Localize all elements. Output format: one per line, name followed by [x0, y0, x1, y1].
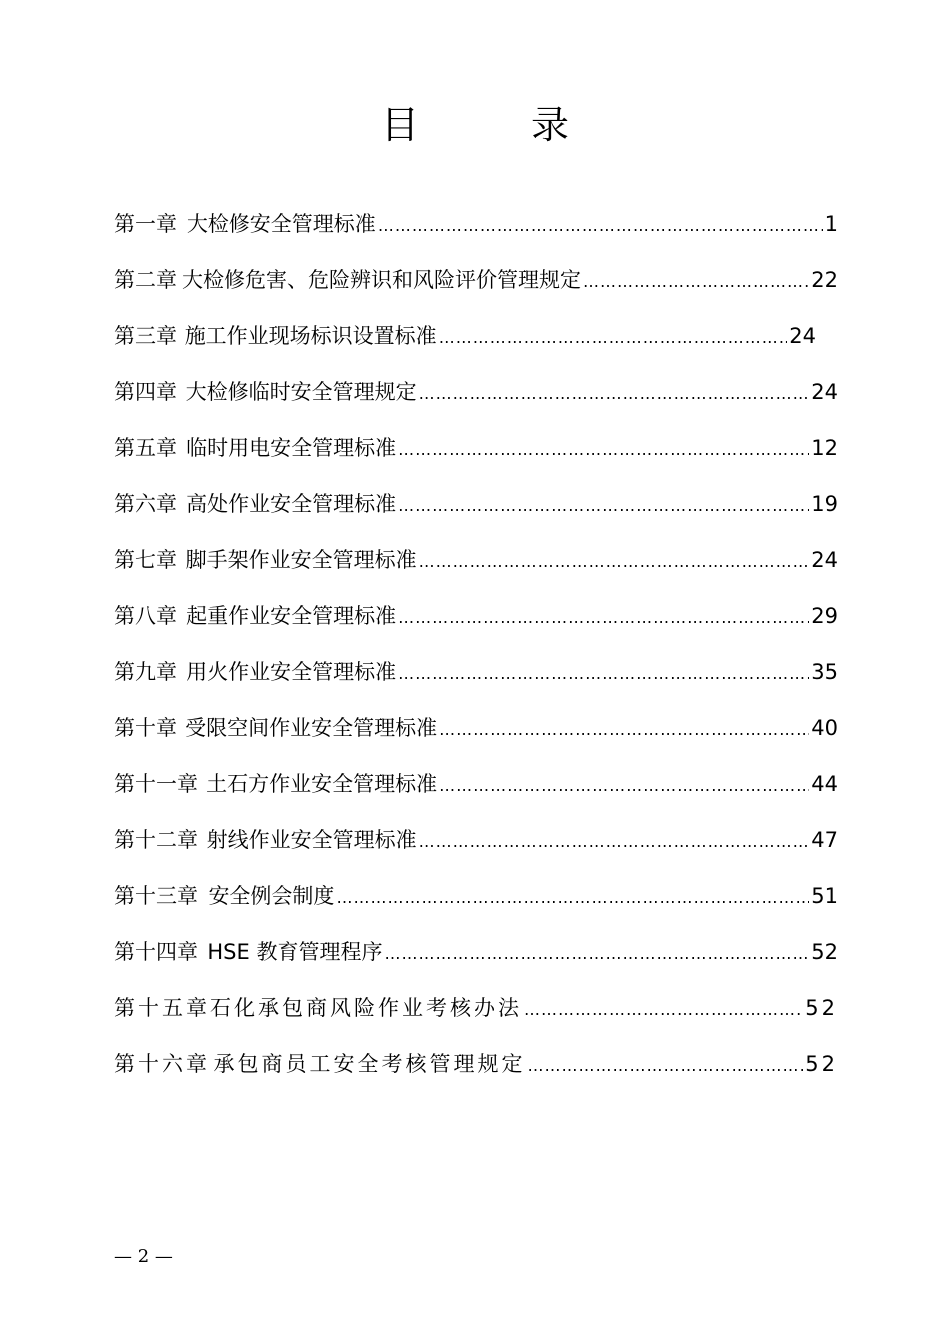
toc-chapter-title: 施工作业现场标识设置标准 [184, 324, 437, 348]
toc-leader-dots [398, 594, 809, 642]
toc-leader-dots [336, 874, 809, 922]
toc-entry-11[interactable] [114, 760, 838, 816]
toc-entry-1[interactable] [114, 200, 838, 256]
toc-leader-dots [419, 538, 810, 586]
toc-chapter-title: 安全例会制度 [208, 884, 335, 908]
toc-chapter-label: 第十六章 [114, 1052, 210, 1076]
toc-chapter-label: 第十二章 [114, 828, 198, 852]
toc-chapter-title: HSE 教育管理程序 [207, 940, 383, 964]
toc-leader-dots [524, 986, 803, 1034]
toc-entry-8[interactable] [114, 592, 838, 648]
toc-page-number: 51 [811, 884, 838, 908]
toc-page-number: 52 [811, 940, 838, 964]
toc-leader-dots [378, 202, 823, 250]
toc-chapter-label: 第二章 [114, 268, 177, 292]
toc-chapter-label: 第一章 [114, 212, 177, 236]
toc-entry-3[interactable] [114, 312, 838, 368]
toc-chapter-title: 承包商员工安全考核管理规定 [213, 1052, 526, 1076]
toc-entry-5[interactable] [114, 424, 838, 480]
toc-chapter-label: 第十五章 [114, 996, 210, 1020]
toc-chapter-title: 用火作业安全管理标准 [186, 660, 397, 684]
toc-chapter-title: 临时用电安全管理标准 [186, 436, 397, 460]
toc-page-number: 19 [811, 492, 838, 516]
toc-chapter-label: 第三章 [114, 324, 177, 348]
toc-entry-2[interactable] [114, 256, 838, 312]
page-number-footer: — 2 — [114, 1246, 173, 1267]
toc-chapter-label: 第十三章 [114, 884, 198, 908]
toc-chapter-label: 第五章 [114, 436, 177, 460]
toc-page-number: 24 [811, 548, 838, 572]
toc-leader-dots [439, 706, 809, 754]
toc-leader-dots [419, 370, 810, 418]
toc-page-number: 12 [811, 436, 838, 460]
toc-leader-dots [398, 650, 809, 698]
toc-page-number: 52 [805, 1052, 838, 1076]
toc-entry-14[interactable] [114, 928, 838, 984]
toc-chapter-label: 第四章 [114, 380, 177, 404]
toc-chapter-label: 第八章 [114, 604, 177, 628]
toc-entry-6[interactable] [114, 480, 838, 536]
toc-chapter-title: 起重作业安全管理标准 [186, 604, 397, 628]
toc-page-number: 40 [811, 716, 838, 740]
toc-leader-dots [583, 258, 809, 306]
toc-chapter-title: 大检修临时安全管理规定 [185, 380, 417, 404]
table-of-contents [114, 200, 838, 1096]
toc-page-number: 44 [811, 772, 838, 796]
toc-leader-dots [439, 762, 809, 810]
toc-entry-12[interactable] [114, 816, 838, 872]
toc-chapter-label: 第九章 [114, 660, 177, 684]
toc-leader-dots [439, 314, 788, 362]
toc-chapter-label: 第七章 [114, 548, 177, 572]
toc-chapter-label: 第十四章 [114, 940, 198, 964]
toc-leader-dots [398, 426, 809, 474]
toc-entry-7[interactable] [114, 536, 838, 592]
toc-entry-4[interactable] [114, 368, 838, 424]
toc-chapter-title: 射线作业安全管理标准 [206, 828, 417, 852]
toc-page-number: 47 [811, 828, 838, 852]
toc-entry-10[interactable] [114, 704, 838, 760]
toc-page-number: 1 [824, 212, 838, 236]
toc-chapter-title: 土石方作业安全管理标准 [206, 772, 438, 796]
page-title: 目 录 [380, 103, 620, 147]
toc-page-number: 24 [811, 380, 838, 404]
toc-page-number: 24 [789, 324, 816, 348]
toc-leader-dots [419, 818, 810, 866]
toc-chapter-title: 石化承包商风险作业考核办法 [210, 996, 522, 1020]
toc-page-number: 35 [811, 660, 838, 684]
toc-chapter-title: 脚手架作业安全管理标准 [185, 548, 417, 572]
toc-chapter-label: 第十一章 [114, 772, 198, 796]
toc-leader-dots [528, 1042, 804, 1090]
toc-leader-dots [398, 482, 809, 530]
toc-entry-16[interactable] [114, 1040, 838, 1096]
toc-page-number: 29 [811, 604, 838, 628]
toc-chapter-label: 第十章 [114, 716, 177, 740]
toc-page-number: 52 [805, 996, 838, 1020]
toc-chapter-label: 第六章 [114, 492, 177, 516]
toc-entry-15[interactable] [114, 984, 838, 1040]
toc-entry-13[interactable] [114, 872, 838, 928]
toc-chapter-title: 大检修危害、危险辨识和风险评价管理规定 [181, 268, 581, 292]
toc-chapter-title: 高处作业安全管理标准 [186, 492, 397, 516]
toc-chapter-title: 大检修安全管理标准 [186, 212, 376, 236]
toc-entry-9[interactable] [114, 648, 838, 704]
toc-chapter-title: 受限空间作业安全管理标准 [185, 716, 438, 740]
toc-leader-dots [384, 930, 809, 978]
toc-page-number: 22 [811, 268, 838, 292]
